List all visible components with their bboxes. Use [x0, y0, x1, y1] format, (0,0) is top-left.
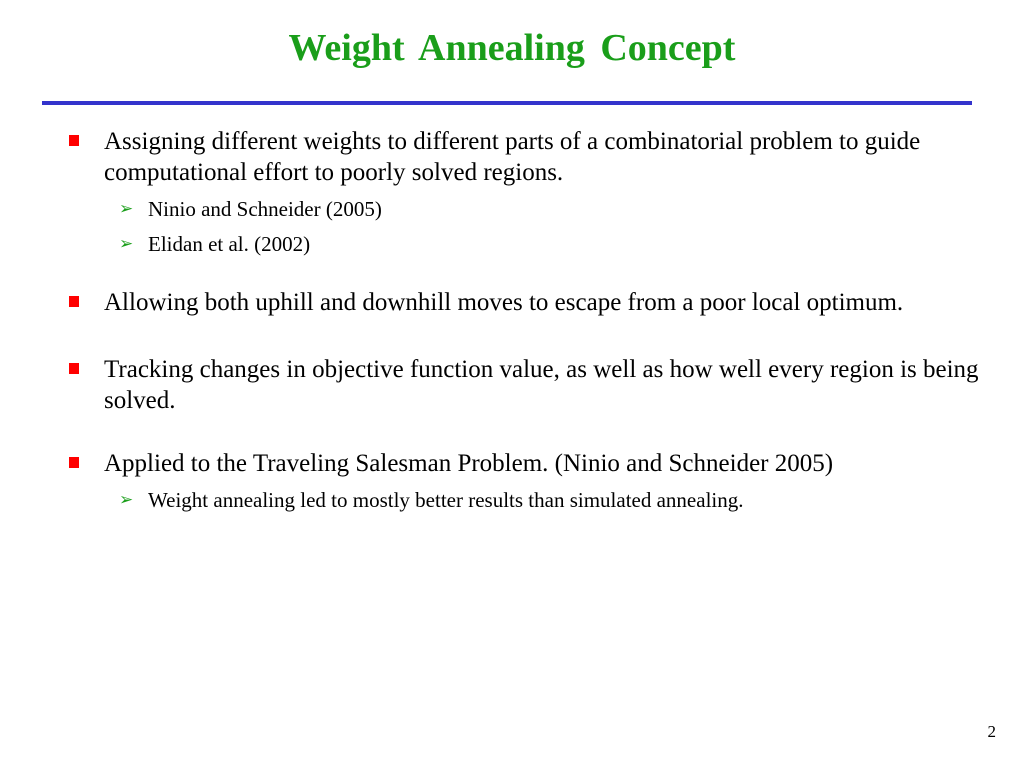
arrowhead-bullet-icon: ➢: [119, 234, 134, 254]
bullet-item: [64, 448, 984, 479]
bullet-text: Assigning different weights to different parts of a combinatorial problem to guide computational effort to poorly solved regions.: [104, 128, 921, 186]
sub-bullet-text: Ninio and Schneider (2005): [148, 197, 382, 221]
square-bullet-icon: [69, 457, 79, 468]
sub-bullet-text: Weight annealing led to mostly better results than simulated annealing.: [148, 488, 744, 512]
sub-bullet-item: [64, 483, 984, 518]
page-number: 2: [987, 722, 996, 741]
sub-bullet-item: [64, 192, 984, 227]
title-divider: [42, 101, 972, 105]
square-bullet-icon: [69, 363, 79, 374]
bullet-item: [64, 126, 984, 188]
bullet-list: [64, 126, 984, 518]
slide-title: Weight Annealing Concept: [288, 27, 736, 69]
bullet-item: [64, 354, 984, 416]
bullet-item: [64, 287, 984, 318]
sub-bullet-list: [64, 192, 984, 262]
spacer: [64, 416, 984, 448]
sub-bullet-list: [64, 483, 984, 518]
spacer: [64, 262, 984, 287]
square-bullet-icon: [69, 296, 79, 307]
spacer: [64, 318, 984, 354]
sub-bullet-text: Elidan et al. (2002): [148, 232, 311, 256]
square-bullet-icon: [69, 135, 79, 146]
bullet-text: Applied to the Traveling Salesman Problem. (Ninio and Schneider 2005): [104, 450, 834, 477]
bullet-text: Tracking changes in objective function value, as well as how well every region is being solved.: [104, 356, 979, 414]
arrowhead-bullet-icon: ➢: [119, 199, 134, 219]
arrowhead-bullet-icon: ➢: [119, 490, 134, 510]
sub-bullet-item: [64, 227, 984, 262]
bullet-text: Allowing both uphill and downhill moves to escape from a poor local optimum.: [104, 289, 904, 316]
